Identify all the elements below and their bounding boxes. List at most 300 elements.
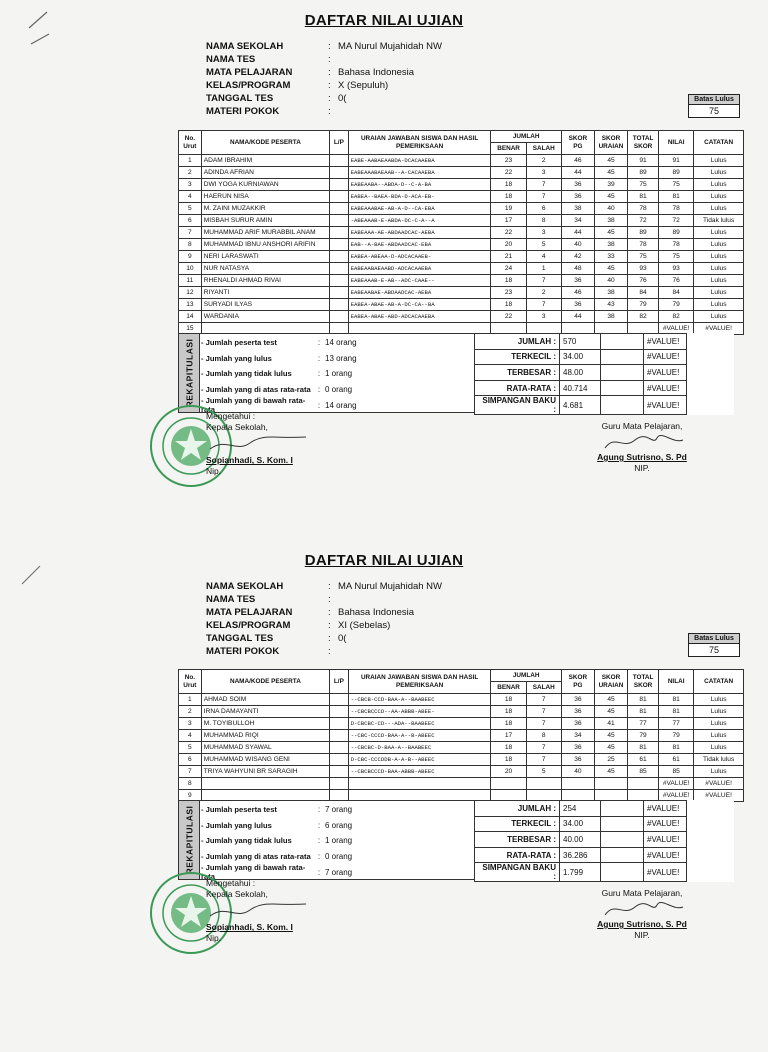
gender-cell: [330, 251, 349, 263]
rekap-row: [201, 366, 475, 382]
stat-blank: [687, 365, 734, 381]
header-colon: :: [328, 93, 331, 104]
stat-blank: [687, 396, 734, 415]
nilai-cell: 61: [659, 754, 694, 766]
total-skor-cell: 81: [628, 191, 659, 203]
skor-uraian-cell: 45: [594, 766, 627, 778]
catatan-cell: Lulus: [694, 694, 744, 706]
skor-uraian-cell: 25: [594, 754, 627, 766]
total-skor-cell: 78: [628, 239, 659, 251]
skor-pg-cell: 44: [561, 227, 594, 239]
rekap-value: 0 orang: [325, 852, 353, 862]
col-header-salah: SALAH: [526, 682, 561, 694]
skor-uraian-cell: 45: [594, 155, 627, 167]
catatan-cell: Lulus: [694, 311, 744, 323]
answer-string: --CBCBCCCD--AA-ABBB-ABEE-: [348, 706, 491, 718]
row-number: 9: [179, 790, 202, 802]
col-header-answers: URAIAN JAWABAN SISWA DAN HASIL PEMERIKSAAN: [348, 131, 491, 155]
col-header-total-skor: TOTAL SKOR: [628, 131, 659, 155]
header-value: Bahasa Indonesia: [338, 607, 415, 618]
col-header-benar: BENAR: [491, 682, 526, 694]
stat-value: 40.00: [560, 832, 601, 848]
header-label: MATERI POKOK: [206, 646, 280, 657]
row-number: 4: [179, 191, 202, 203]
header-row-test: [206, 53, 442, 66]
benar-cell: 20: [491, 239, 526, 251]
stat-row: [475, 396, 734, 415]
row-number: 4: [179, 730, 202, 742]
header-label: KELAS/PROGRAM: [206, 80, 291, 91]
rekap-label: - Jumlah yang di atas rata-rata: [201, 385, 311, 395]
stat-nilai: #VALUE!: [644, 832, 687, 848]
batas-lulus-value: 75: [689, 644, 739, 656]
grade-sheet: [0, 540, 768, 1052]
skor-pg-cell: 36: [561, 706, 594, 718]
gender-cell: [330, 718, 349, 730]
header-colon: :: [328, 581, 331, 592]
gender-cell: [330, 191, 349, 203]
stat-nilai: #VALUE!: [644, 396, 687, 415]
header-label: MATERI POKOK: [206, 106, 280, 117]
stat-blank: [687, 863, 734, 882]
skor-uraian-cell: 45: [594, 742, 627, 754]
table-row: [179, 191, 744, 203]
stat-blank: [601, 801, 644, 817]
row-number: 1: [179, 155, 202, 167]
catatan-cell: Lulus: [694, 730, 744, 742]
table-row: [179, 778, 744, 790]
teacher-nip: NIP.: [634, 930, 650, 940]
stat-blank: [601, 816, 644, 832]
skor-uraian-cell: 45: [594, 694, 627, 706]
handwritten-signature-icon: [597, 899, 687, 919]
gender-cell: [330, 275, 349, 287]
row-number: 13: [179, 299, 202, 311]
header-label: TANGGAL TES: [206, 633, 274, 644]
salah-cell: 7: [526, 179, 561, 191]
stat-label: TERBESAR :: [475, 365, 560, 381]
row-number: 11: [179, 275, 202, 287]
col-header-lp: L/P: [330, 131, 349, 155]
principal-nip: Nip.: [206, 933, 222, 943]
nilai-cell: 75: [659, 179, 694, 191]
skor-uraian-cell: 38: [594, 239, 627, 251]
nilai-cell: 81: [659, 742, 694, 754]
stat-blank: [601, 334, 644, 350]
total-skor-cell: 84: [628, 287, 659, 299]
batas-lulus-value: 75: [689, 105, 739, 117]
stat-row: [475, 334, 734, 350]
stat-row: [475, 365, 734, 381]
skor-uraian-cell: 45: [594, 227, 627, 239]
stat-nilai: #VALUE!: [644, 334, 687, 350]
stat-row: [475, 801, 734, 817]
header-row-class: [206, 79, 442, 92]
nilai-cell: #VALUE!: [659, 778, 694, 790]
principal-name: Sopianhadi, S. Kom. I: [206, 455, 293, 465]
row-number: 12: [179, 287, 202, 299]
total-skor-cell: 75: [628, 179, 659, 191]
stat-blank: [601, 863, 644, 882]
benar-cell: 24: [491, 263, 526, 275]
answer-string: EABEA-ABEAA-D-ADCACAAEB-: [348, 251, 491, 263]
nilai-cell: 84: [659, 287, 694, 299]
rekap-colon: :: [317, 867, 321, 877]
teacher-signature: [592, 888, 692, 941]
header-row-material: [206, 105, 442, 118]
skor-pg-cell: [561, 778, 594, 790]
row-number: 9: [179, 251, 202, 263]
benar-cell: 18: [491, 718, 526, 730]
stat-value: 40.714: [560, 380, 601, 396]
skor-pg-cell: 46: [561, 287, 594, 299]
catatan-cell: Lulus: [694, 203, 744, 215]
col-header-benar: BENAR: [491, 143, 526, 155]
rekap-box: [178, 333, 476, 413]
row-number: 6: [179, 754, 202, 766]
col-header-skor-pg: SKOR PG: [561, 131, 594, 155]
header-label: NAMA SEKOLAH: [206, 41, 284, 52]
total-skor-cell: 89: [628, 167, 659, 179]
catatan-cell: Lulus: [694, 287, 744, 299]
total-skor-cell: 81: [628, 706, 659, 718]
rekap-label: - Jumlah peserta test: [201, 805, 277, 815]
col-header-salah: SALAH: [526, 143, 561, 155]
gender-cell: [330, 778, 349, 790]
student-name: MUHAMMAD IBNU ANSHORI ARIFIN: [201, 239, 329, 251]
skor-pg-cell: 38: [561, 203, 594, 215]
total-skor-cell: 82: [628, 311, 659, 323]
rekap-side-text: REKAPITULASI: [184, 805, 194, 875]
rekap-box: [178, 800, 476, 880]
header-colon: :: [328, 620, 331, 631]
gender-cell: [330, 706, 349, 718]
salah-cell: 7: [526, 742, 561, 754]
nilai-cell: 82: [659, 311, 694, 323]
header-label: MATA PELAJARAN: [206, 607, 293, 618]
col-header-no: No. Urut: [179, 131, 202, 155]
row-number: 8: [179, 239, 202, 251]
col-header-answers: URAIAN JAWABAN SISWA DAN HASIL PEMERIKSAAN: [348, 670, 491, 694]
header-row-date: [206, 92, 442, 105]
sig-label: Kepala Sekolah,: [206, 422, 268, 432]
stat-label: TERKECIL :: [475, 349, 560, 365]
skor-pg-cell: 34: [561, 215, 594, 227]
table-row: [179, 742, 744, 754]
skor-uraian-cell: 43: [594, 299, 627, 311]
table-row: [179, 263, 744, 275]
skor-uraian-cell: 45: [594, 730, 627, 742]
answer-string: EABEAAABAE-AB-A-D--CA-EBA: [348, 203, 491, 215]
row-number: 10: [179, 263, 202, 275]
gender-cell: [330, 766, 349, 778]
rekap-value: 7 orang: [325, 867, 353, 877]
salah-cell: 8: [526, 215, 561, 227]
stat-blank: [687, 801, 734, 817]
nilai-cell: 81: [659, 191, 694, 203]
student-name: HAERUN NISA: [201, 191, 329, 203]
salah-cell: 7: [526, 191, 561, 203]
rekap-colon: :: [317, 805, 321, 815]
header-value: Bahasa Indonesia: [338, 67, 415, 78]
row-number: 15: [179, 323, 202, 335]
student-name: IRNA DAMAYANTI: [201, 706, 329, 718]
catatan-cell: Lulus: [694, 263, 744, 275]
stat-row: [475, 816, 734, 832]
total-skor-cell: 91: [628, 155, 659, 167]
header-colon: :: [328, 633, 331, 644]
header-value: MA Nurul Mujahidah NW: [338, 41, 443, 52]
stat-nilai: #VALUE!: [644, 380, 687, 396]
rekap-colon: :: [317, 852, 321, 862]
nilai-cell: 91: [659, 155, 694, 167]
answer-string: EABEAABAE-ABDAADCAC-AEBA: [348, 287, 491, 299]
sheet-header: [206, 40, 442, 118]
stat-row: [475, 380, 734, 396]
gender-cell: [330, 754, 349, 766]
stat-value: 4.681: [560, 396, 601, 415]
gender-cell: [330, 167, 349, 179]
row-number: 1: [179, 694, 202, 706]
header-row-subject: [206, 66, 442, 79]
table-row: [179, 203, 744, 215]
rekap-colon: :: [317, 820, 321, 830]
header-row-school: [206, 40, 442, 53]
salah-cell: 3: [526, 311, 561, 323]
student-name: M. ZAINI MUZAKKIR: [201, 203, 329, 215]
benar-cell: 17: [491, 215, 526, 227]
nilai-cell: 78: [659, 239, 694, 251]
salah-cell: 7: [526, 718, 561, 730]
header-label: NAMA SEKOLAH: [206, 581, 284, 592]
benar-cell: 18: [491, 275, 526, 287]
stat-row: [475, 863, 734, 882]
row-number: 8: [179, 778, 202, 790]
benar-cell: 23: [491, 155, 526, 167]
skor-pg-cell: 36: [561, 742, 594, 754]
col-header-jumlah: JUMLAH: [491, 131, 561, 143]
skor-pg-cell: 36: [561, 191, 594, 203]
answer-string: -ABEAAAB-E-ABDA-DC-C-A--A: [348, 215, 491, 227]
grade-sheet: [0, 0, 768, 512]
rekap-row: [201, 833, 475, 849]
header-value: XI (Sebelas): [338, 620, 391, 631]
stat-blank: [687, 847, 734, 863]
stat-nilai: #VALUE!: [644, 365, 687, 381]
sheet-header: [206, 580, 442, 658]
header-value: MA Nurul Mujahidah NW: [338, 581, 443, 592]
salah-cell: 1: [526, 263, 561, 275]
gender-cell: [330, 263, 349, 275]
skor-uraian-cell: 40: [594, 275, 627, 287]
rekap-colon: :: [317, 338, 321, 348]
skor-uraian-cell: 38: [594, 311, 627, 323]
rekap-side-label: [179, 334, 200, 412]
stat-value: 48.00: [560, 365, 601, 381]
rekap-side-label: [179, 801, 200, 879]
answer-string: D-CBC-CCCDDB-A-A-B--ABEEC: [348, 754, 491, 766]
salah-cell: 4: [526, 251, 561, 263]
stat-label: JUMLAH :: [475, 334, 560, 350]
col-header-no: No. Urut: [179, 670, 202, 694]
student-name: MUHAMMAD ARIF MURABBIL ANAM: [201, 227, 329, 239]
student-name: SURYADI ILYAS: [201, 299, 329, 311]
sig-label: Mengetahui :: [206, 878, 256, 888]
gender-cell: [330, 203, 349, 215]
row-number: 6: [179, 215, 202, 227]
benar-cell: 22: [491, 227, 526, 239]
total-skor-cell: 85: [628, 766, 659, 778]
stat-blank: [687, 816, 734, 832]
catatan-cell: Tidak lulus: [694, 754, 744, 766]
catatan-cell: #VALUE!: [694, 790, 744, 802]
catatan-cell: #VALUE!: [694, 778, 744, 790]
nilai-cell: 79: [659, 299, 694, 311]
total-skor-cell: 81: [628, 694, 659, 706]
total-skor-cell: 79: [628, 299, 659, 311]
skor-pg-cell: 34: [561, 730, 594, 742]
student-name: DWI YOGA KURNIAWAN: [201, 179, 329, 191]
col-header-catatan: CATATAN: [694, 670, 744, 694]
col-header-nilai: NILAI: [659, 131, 694, 155]
col-header-total-skor: TOTAL SKOR: [628, 670, 659, 694]
rekap-value: 1 orang: [325, 369, 353, 379]
table-row: [179, 730, 744, 742]
total-skor-cell: 78: [628, 203, 659, 215]
catatan-cell: Lulus: [694, 191, 744, 203]
answer-string: --CBCB-CCD-BAA-A--BAABEEC: [348, 694, 491, 706]
col-header-name: NAMA/KODE PESERTA: [201, 670, 329, 694]
rekap-value: 13 orang: [325, 353, 357, 363]
answer-string: D-CBCBC-CD---ADA--BAABEEC: [348, 718, 491, 730]
gender-cell: [330, 311, 349, 323]
skor-uraian-cell: 45: [594, 167, 627, 179]
stat-blank: [687, 380, 734, 396]
skor-uraian-cell: 38: [594, 215, 627, 227]
student-name: MUHAMMAD WISANG GENI: [201, 754, 329, 766]
salah-cell: 3: [526, 167, 561, 179]
catatan-cell: Lulus: [694, 766, 744, 778]
col-header-skor-uraian: SKOR URAIAN: [594, 131, 627, 155]
header-colon: :: [328, 41, 331, 52]
skor-pg-cell: 46: [561, 155, 594, 167]
answer-string: EABEAAABAEAAB--A-CACAAEBA: [348, 167, 491, 179]
table-row: [179, 718, 744, 730]
nilai-cell: 76: [659, 275, 694, 287]
nilai-cell: 81: [659, 706, 694, 718]
nilai-cell: #VALUE!: [659, 790, 694, 802]
stat-label: TERKECIL :: [475, 816, 560, 832]
nilai-cell: 85: [659, 766, 694, 778]
student-name: WARDANIA: [201, 311, 329, 323]
answer-string: --CBCBC-D-BAA-A--BAABEEC: [348, 742, 491, 754]
salah-cell: 8: [526, 730, 561, 742]
gender-cell: [330, 742, 349, 754]
stat-blank: [601, 380, 644, 396]
benar-cell: 18: [491, 742, 526, 754]
salah-cell: 7: [526, 275, 561, 287]
row-number: 2: [179, 706, 202, 718]
stat-label: SIMPANGAN BAKU :: [475, 396, 560, 415]
nilai-cell: 75: [659, 251, 694, 263]
nilai-cell: 89: [659, 167, 694, 179]
table-row: [179, 754, 744, 766]
skor-pg-cell: 36: [561, 275, 594, 287]
col-header-catatan: CATATAN: [694, 131, 744, 155]
header-label: MATA PELAJARAN: [206, 67, 293, 78]
student-name: MUHAMMAD RIQI: [201, 730, 329, 742]
stat-label: RATA-RATA :: [475, 380, 560, 396]
answer-string: EABEAAA-AE-ABDAADCAC-AEBA: [348, 227, 491, 239]
benar-cell: 18: [491, 694, 526, 706]
skor-pg-cell: 44: [561, 167, 594, 179]
stats-table: [474, 800, 734, 882]
batas-lulus-label: Batas Lulus: [689, 95, 739, 105]
answer-string: EABEAAAB-E-AB--ADC-CAAE--: [348, 275, 491, 287]
rekap-colon: :: [317, 385, 321, 395]
row-number: 7: [179, 227, 202, 239]
benar-cell: 23: [491, 287, 526, 299]
header-row-material: [206, 645, 442, 658]
salah-cell: 6: [526, 203, 561, 215]
rekap-row: [201, 802, 475, 818]
nilai-cell: 81: [659, 694, 694, 706]
sig-label: Mengetahui :: [206, 411, 256, 421]
student-name: ADINDA AFRIAN: [201, 167, 329, 179]
page-title: DAFTAR NILAI UJIAN: [304, 12, 464, 29]
row-number: 7: [179, 766, 202, 778]
answer-string: EABEAABAEAABD-ADCACAAEBA: [348, 263, 491, 275]
benar-cell: 18: [491, 706, 526, 718]
table-row: [179, 694, 744, 706]
rekap-value: 1 orang: [325, 836, 353, 846]
benar-cell: 18: [491, 299, 526, 311]
nilai-cell: #VALUE!: [659, 323, 694, 335]
page-title: DAFTAR NILAI UJIAN: [304, 552, 464, 569]
salah-cell: 5: [526, 766, 561, 778]
header-row-subject: [206, 606, 442, 619]
col-header-skor-uraian: SKOR URAIAN: [594, 670, 627, 694]
rekap-row: [201, 351, 475, 367]
catatan-cell: Lulus: [694, 706, 744, 718]
row-number: 2: [179, 167, 202, 179]
row-number: 3: [179, 718, 202, 730]
table-row: [179, 311, 744, 323]
sig-label: Kepala Sekolah,: [206, 889, 268, 899]
rekap-label: - Jumlah yang tidak lulus: [201, 369, 292, 379]
skor-uraian-cell: 39: [594, 179, 627, 191]
teacher-signature: [592, 421, 692, 474]
answer-string: EABEAABA--ABDA-D--C-A-BA: [348, 179, 491, 191]
teacher-name: Agung Sutrisno, S. Pd: [597, 452, 687, 462]
rekap-row: [201, 382, 475, 398]
skor-uraian-cell: [594, 778, 627, 790]
stat-blank: [601, 396, 644, 415]
salah-cell: 7: [526, 299, 561, 311]
catatan-cell: Lulus: [694, 155, 744, 167]
skor-uraian-cell: 38: [594, 287, 627, 299]
header-colon: :: [328, 54, 331, 65]
rekap-label: - Jumlah yang lulus: [201, 353, 272, 363]
skor-uraian-cell: 45: [594, 706, 627, 718]
catatan-cell: Lulus: [694, 718, 744, 730]
header-colon: :: [328, 607, 331, 618]
header-colon: :: [328, 106, 331, 117]
nilai-cell: 72: [659, 215, 694, 227]
header-row-class: [206, 619, 442, 632]
stat-label: SIMPANGAN BAKU :: [475, 863, 560, 882]
total-skor-cell: 75: [628, 251, 659, 263]
